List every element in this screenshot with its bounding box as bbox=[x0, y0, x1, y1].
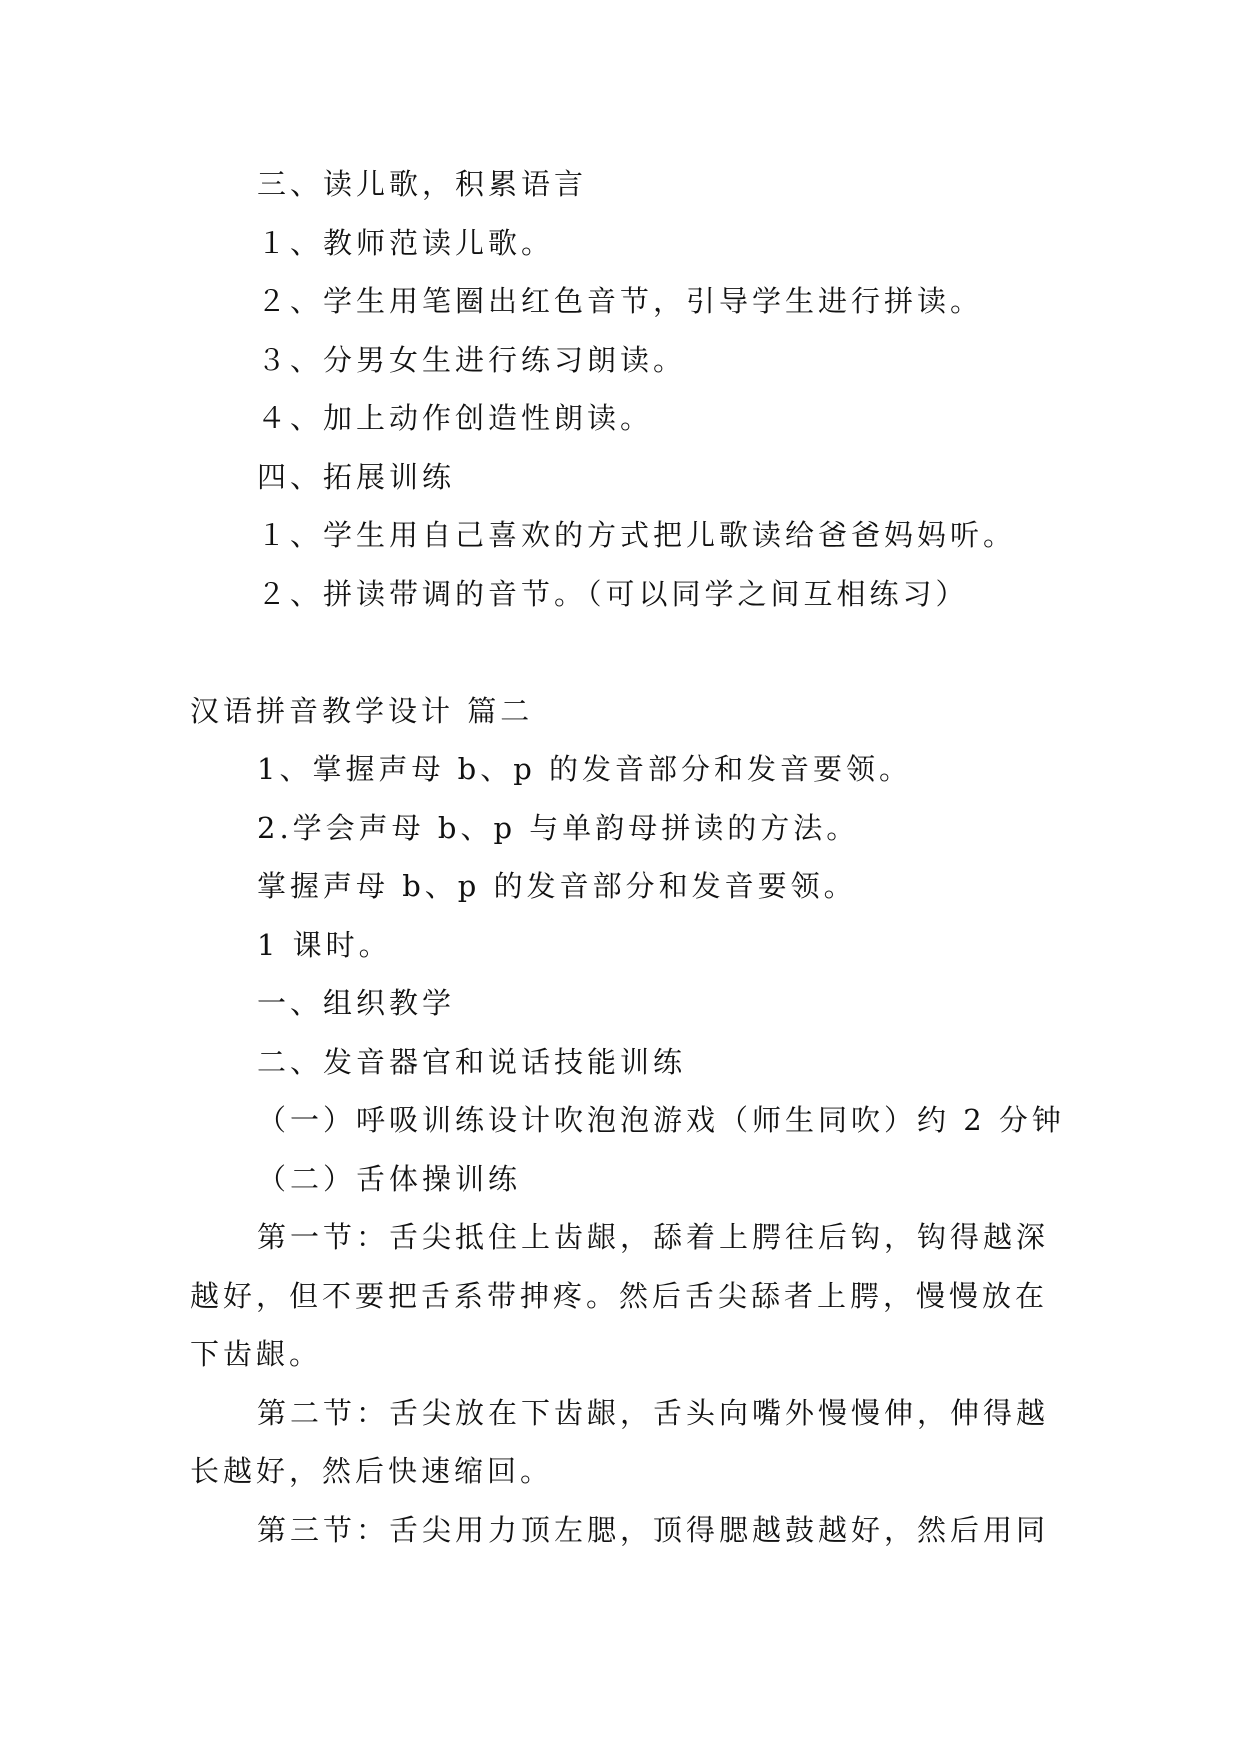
document-body bbox=[190, 155, 1065, 1559]
document-title: 汉语拼音教学设计 篇二 bbox=[190, 693, 534, 728]
section-heading: 一、组织教学 bbox=[257, 986, 456, 1020]
list-item: ３、分男女生进行练习朗读。 bbox=[257, 342, 687, 377]
objective-item: 2.学会声母 b、p 与单韵母拼读的方法。 bbox=[257, 810, 860, 845]
paragraph-line: 下齿龈。 bbox=[190, 1337, 323, 1371]
list-item: ２、学生用笔圈出红色音节，引导学生进行拼读。 bbox=[257, 284, 984, 318]
paragraph-line: 第一节：舌尖抵住上齿龈，舔着上腭往后钩，钩得越深 bbox=[257, 1220, 1050, 1254]
blank-line bbox=[190, 623, 1060, 682]
duration: 1 课时。 bbox=[257, 927, 392, 962]
section-heading: 三、读儿歌，积累语言 bbox=[257, 167, 588, 201]
list-item: １、学生用自己喜欢的方式把儿歌读给爸爸妈妈听。 bbox=[257, 518, 1017, 552]
key-point: 掌握声母 b、p 的发音部分和发音要领。 bbox=[257, 869, 857, 903]
paragraph-line: 第三节：舌尖用力顶左腮，顶得腮越鼓越好，然后用同 bbox=[257, 1512, 1050, 1547]
list-item: ２、拼读带调的音节。（可以同学之间互相练习） bbox=[257, 576, 969, 611]
section-heading: 四、拓展训练 bbox=[257, 459, 456, 494]
paragraph-line: 第二节：舌尖放在下齿龈，舌头向嘴外慢慢伸，伸得越 bbox=[257, 1395, 1050, 1430]
list-item: ４、加上动作创造性朗读。 bbox=[257, 401, 654, 435]
section-heading: 二、发音器官和说话技能训练 bbox=[257, 1044, 687, 1079]
paragraph-line: 长越好，然后快速缩回。 bbox=[190, 1454, 554, 1488]
list-item: １、教师范读儿歌。 bbox=[257, 225, 555, 260]
objective-item: 1、掌握声母 b、p 的发音部分和发音要领。 bbox=[257, 752, 913, 786]
subsection-heading: （二）舌体操训练 bbox=[257, 1161, 522, 1196]
paragraph-line: 越好，但不要把舌系带抻疼。然后舌尖舔者上腭，慢慢放在 bbox=[190, 1278, 1049, 1313]
subsection-heading: （一）呼吸训练设计吹泡泡游戏（师生同吹）约 2 分钟 bbox=[257, 1103, 1065, 1137]
